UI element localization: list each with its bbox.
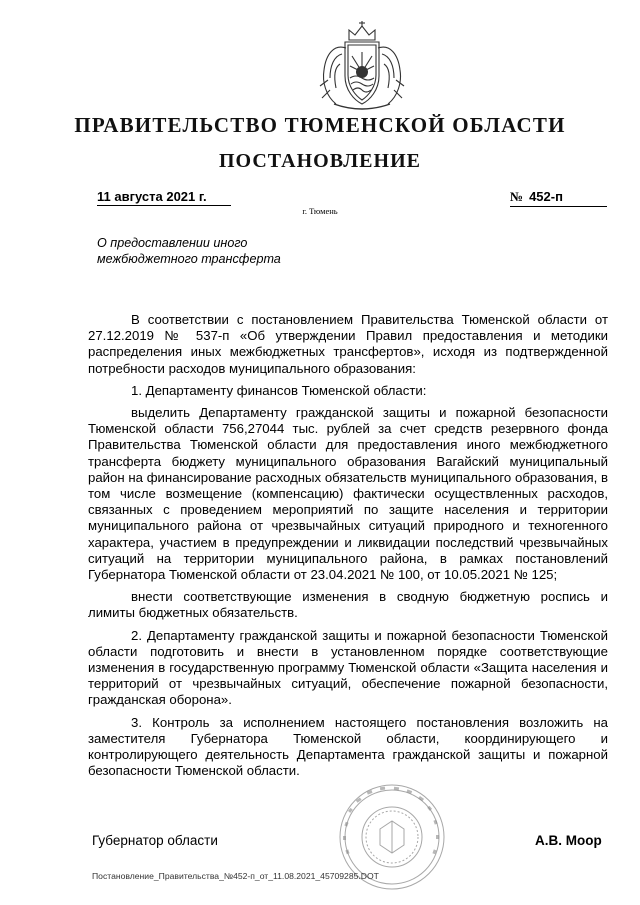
document-date: 11 августа 2021 г. (97, 189, 231, 206)
body-paragraph: 2. Департаменту гражданской защиты и пожарной безопасности Тюменской области подготовить и внести в установленном порядке соответствующие изменения в государственную программу Тюменской области «Защита населения и территорий от чрезвычайных ситуаций, обеспечение пожарной безопасности, гражданская оборона». (88, 627, 608, 708)
coat-of-arms-icon (312, 20, 412, 112)
body-paragraph: выделить Департаменту гражданской защиты и пожарной безопасности Тюменской области 756,27044 тыс. рублей за счет средств резервного фонда Правительства Тюменской области для предоставления иного межбюджетного трансферта бюджету муниципального образования Вагайский муниципальный район на финансирование расходных обязательств муниципального образования, в том числе возмещение (компенсацию) фактически осуществленных расходов, связанных с проведением мероприятий по защите населения и территории муниципального района от чрезвычайных ситуаций природного и техногенного характера, участием в предупреждении и ликвидации последствий чрезвычайных ситуаций на территории муниципального района, в рамках постановлений Губернатора Тюменской области от 23.04.2021 № 100, от 10.05.2021 № 125; (88, 405, 608, 583)
document-subject (97, 235, 337, 267)
footer-filename: Постановление_Правительства_№452-п_от_11.08.2021_45709285.DOT (92, 871, 379, 881)
number-value: 452-п (529, 189, 563, 204)
subject-line: О предоставлении иного (97, 236, 248, 250)
signatory-title: Губернатор области (92, 833, 218, 848)
body-paragraph: внести соответствующие изменения в сводную бюджетную роспись и лимиты бюджетных обязательств. (88, 589, 608, 621)
body-paragraph: 3. Контроль за исполнением настоящего постановления возложить на заместителя Губернатора Тюменской области, координирующего и контролирующего деятельность Департамента гражданской защиты и пожарной безопасности Тюменской области. (88, 714, 608, 779)
body-paragraph: В соответствии с постановлением Правительства Тюменской области от 27.12.2019 № 537-п «Об утверждении Правил предоставления и методики распределения иных межбюджетных трансфертов», исходя из подтвержденной потребности расходов муниципального образования: (88, 312, 608, 376)
signatory-name: А.В. Моор (535, 833, 602, 848)
body-paragraph: 1. Департаменту финансов Тюменской области: (131, 382, 427, 398)
subject-line: межбюджетного трансферта (97, 252, 281, 266)
number-sign: № (510, 189, 524, 204)
organization-name: ПРАВИТЕЛЬСТВО ТЮМЕНСКОЙ ОБЛАСТИ (74, 113, 566, 137)
document-number (510, 189, 607, 207)
document-type: ПОСТАНОВЛЕНИЕ (219, 150, 421, 172)
document-body (88, 312, 608, 785)
city: г. Тюмень (302, 206, 338, 216)
